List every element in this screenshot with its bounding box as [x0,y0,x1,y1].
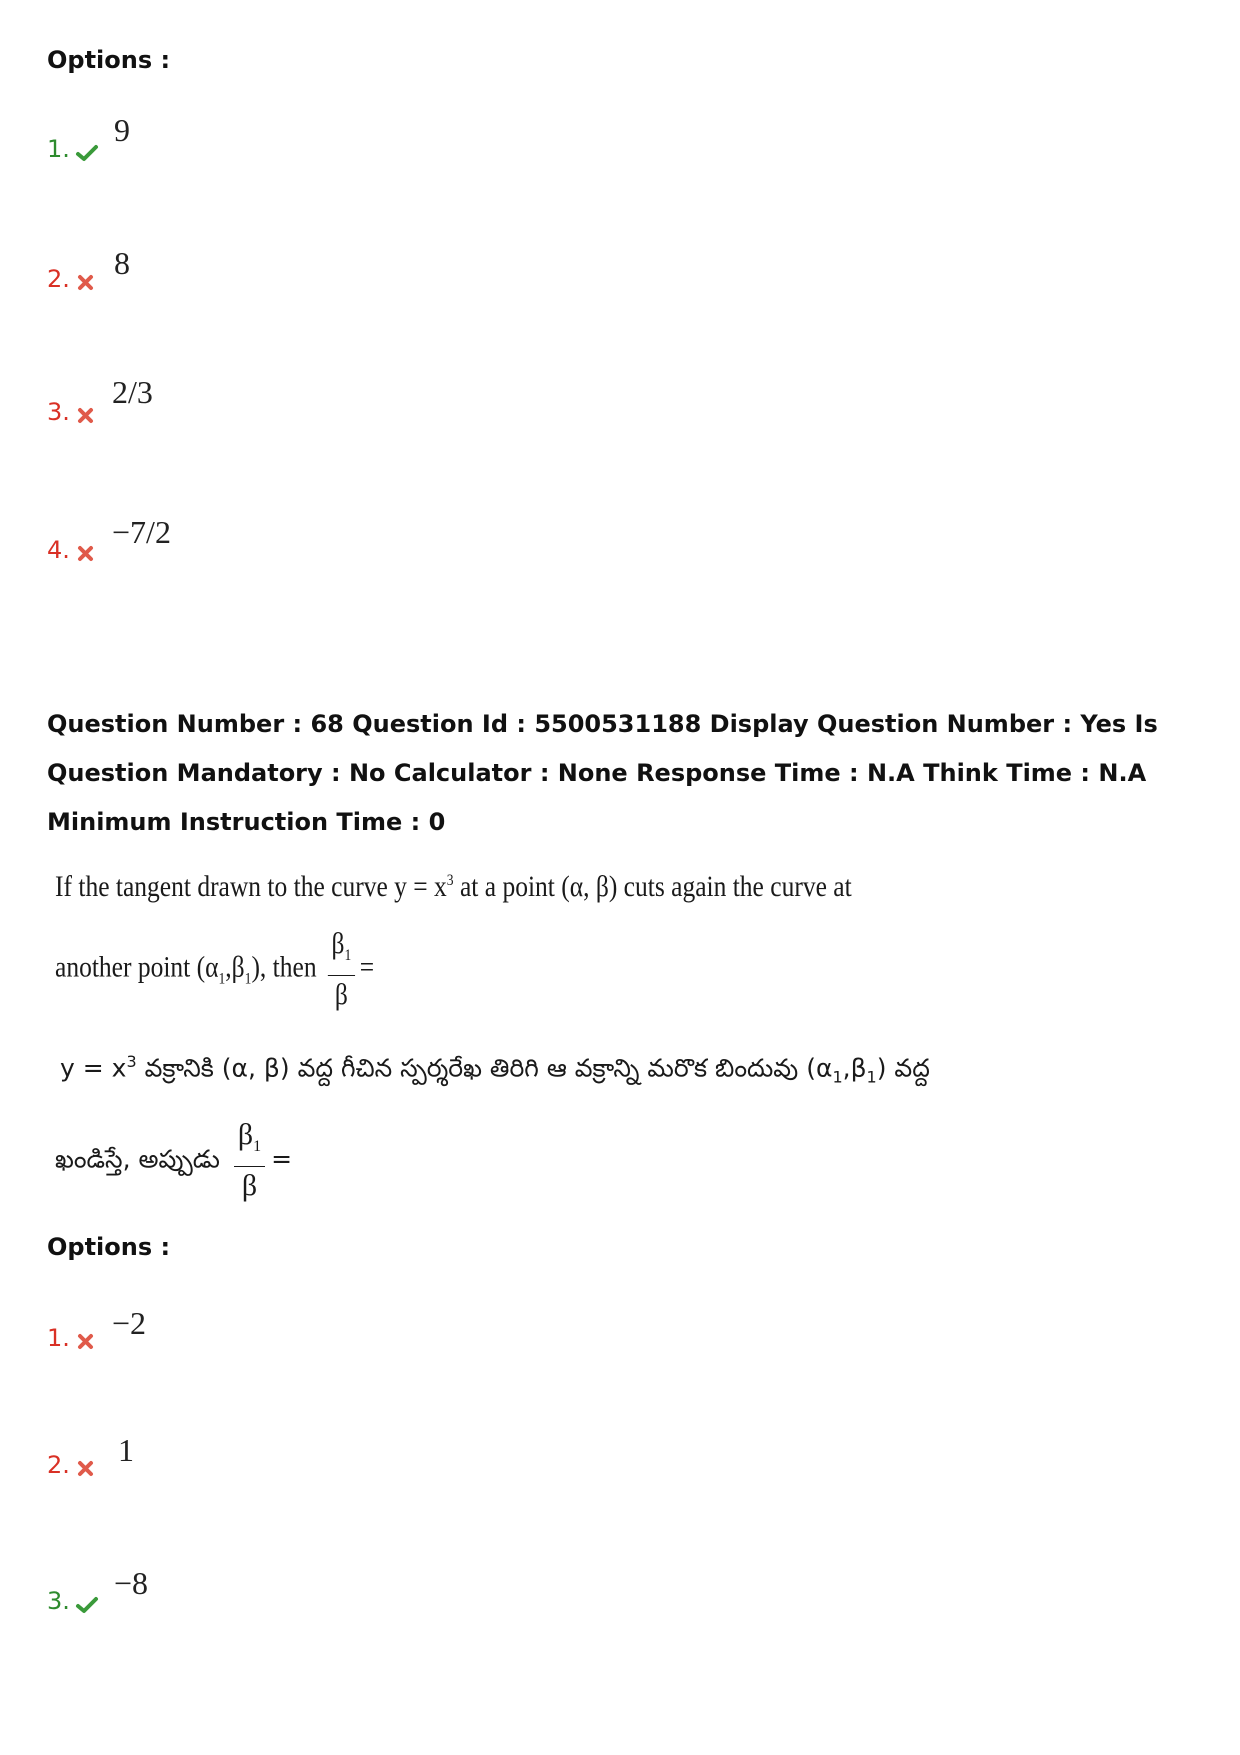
option-value: −2 [112,1305,147,1341]
cross-icon [75,273,97,293]
option-row [47,135,99,163]
question-stem-te-line2 [55,1118,292,1203]
fraction [328,927,355,1012]
fraction-denominator: β [334,978,348,1011]
question-stem-te-line1 [60,1052,930,1089]
stem-text: y = x [60,1053,127,1083]
option-value: 1 [118,1432,134,1468]
stem-text: ఖండిస్తే, అప్పుడు [55,1144,220,1174]
cross-icon [75,1459,97,1479]
option-row [47,536,97,564]
option-row [47,265,97,293]
cross-icon [75,544,97,564]
fraction-denominator: β [241,1169,258,1202]
stem-text: another point (α [55,950,219,984]
option-number: 2. [47,265,70,293]
equals-sign: = [359,950,375,984]
option-value: −8 [114,1565,149,1601]
option-row [47,1587,99,1615]
stem-subscript: 1 [244,970,252,988]
stem-text: ), then [251,950,317,984]
stem-text: వక్రానికి (α, β) వద్ద గీచిన స్పర్శరేఖ తిరిగి ఆ వక్రాన్ని మరొక బిందువు (α [136,1053,833,1083]
option-value: 9 [114,112,130,148]
stem-text: at a point (α, β) cuts again the curve at [453,870,852,903]
question-meta: Question Number : 68 Question Id : 5500531188 Display Question Number : Yes Is Question Mandatory : No Calculator : None Response Time : N.A Think Time : N.A Minimum Instruction Time : 0 [47,710,1158,836]
fraction-numerator: β [237,1118,254,1151]
option-number: 3. [47,398,70,426]
question-stem-en-line2 [55,927,374,1012]
option-value: −7/2 [112,514,171,550]
check-icon [75,143,99,163]
option-number: 4. [47,536,70,564]
options-label: Options : [47,46,171,74]
fraction [234,1118,265,1203]
stem-text: ,β [225,950,245,984]
check-icon [75,1595,99,1615]
option-row [47,398,97,426]
option-number: 2. [47,1451,70,1479]
option-number: 1. [47,135,70,163]
fraction-numerator-subscript: 1 [344,947,352,964]
option-row [47,1451,97,1479]
stem-subscript: 1 [218,970,226,988]
stem-exponent: 3 [126,1052,137,1071]
stem-subscript: 1 [832,1067,843,1087]
fraction-numerator-subscript: 1 [253,1138,262,1155]
stem-text: If the tangent drawn to the curve y = x [55,870,447,903]
stem-text: ,β [842,1053,867,1083]
question-stem-en-line1 [55,870,852,904]
stem-subscript: 1 [866,1067,877,1087]
option-number: 1. [47,1324,70,1352]
stem-exponent: 3 [446,872,454,889]
option-number: 3. [47,1587,70,1615]
stem-text: ) వద్ద [876,1053,930,1083]
cross-icon [75,1332,97,1352]
option-value: 8 [114,245,130,281]
fraction-numerator: β [331,927,345,960]
options-label: Options : [47,1233,171,1261]
option-row [47,1324,97,1352]
cross-icon [75,406,97,426]
option-value: 2/3 [112,374,153,410]
equals-sign: = [271,1144,293,1174]
